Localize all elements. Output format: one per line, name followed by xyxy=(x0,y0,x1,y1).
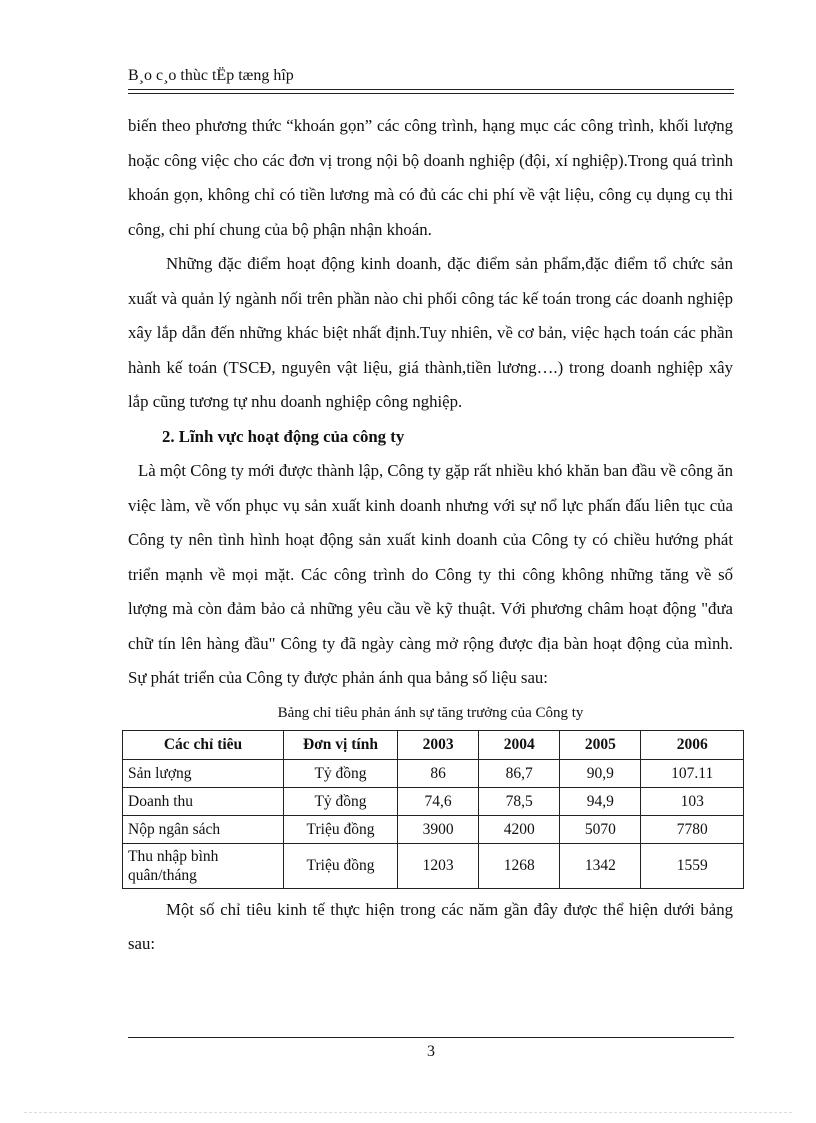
paragraph-3: Là một Công ty mới được thành lập, Công ty gặp rất nhiều khó khăn ban đầu về công ăn việc làm, về vốn phục vụ sản xuất kinh doanh nhưng với sự nổ lực phấn đấu liên tục của Công ty nên tình hình hoạt động sản xuất kinh doanh của Công ty có chiều hướng phát triển mạnh về mọi mặt. Các công trình do Công ty thi công không những tăng về số lượng mà còn đảm bảo cả những yêu cầu về kỹ thuật. Với phương châm hoạt động "đưa chữ tín lên hàng đầu" Công ty đã ngày càng mở rộng được địa bàn hoạt động của mình. Sự phát triển của Công ty được phản ánh qua bảng số liệu sau: xyxy=(128,461,733,687)
table-row xyxy=(123,815,744,843)
table-cell: 103 xyxy=(641,787,744,815)
table-row xyxy=(123,843,744,888)
page-header xyxy=(128,66,732,86)
table-cell: 3900 xyxy=(398,815,479,843)
table-cell: 1268 xyxy=(479,843,560,888)
section-heading: 2. Lĩnh vực hoạt động của công ty xyxy=(162,426,405,446)
header-cell-2004: 2004 xyxy=(479,730,560,759)
table-caption: Bảng chỉ tiêu phản ánh sự tăng trưởng của Công ty xyxy=(277,704,584,721)
table-cell: 94,9 xyxy=(560,787,641,815)
table-cell: 86,7 xyxy=(479,759,560,787)
header-cell-2003: 2003 xyxy=(398,730,479,759)
table-cell: Sản lượng xyxy=(123,759,284,787)
header-rule xyxy=(128,89,734,94)
table-cell: 1559 xyxy=(641,843,744,888)
footer-rule xyxy=(128,1037,734,1038)
table-cell: 107.11 xyxy=(641,759,744,787)
table-cell: Thu nhập bình quân/tháng xyxy=(123,843,284,888)
page-edge xyxy=(24,1112,792,1113)
table-cell: Triệu đồng xyxy=(284,815,398,843)
table-cell: 7780 xyxy=(641,815,744,843)
paragraph-4: Một số chỉ tiêu kinh tế thực hiện trong các năm gần đây được thể hiện dưới bảng sau: xyxy=(128,899,733,953)
table-cell: 86 xyxy=(398,759,479,787)
header-cell-2005: 2005 xyxy=(560,730,641,759)
table-cell: 74,6 xyxy=(398,787,479,815)
table-cell: 4200 xyxy=(479,815,560,843)
table-cell: 5070 xyxy=(560,815,641,843)
page-number: 3 xyxy=(427,1043,435,1060)
table-row xyxy=(123,787,744,815)
table-cell: 90,9 xyxy=(560,759,641,787)
table-row xyxy=(123,759,744,787)
paragraph-2: Những đặc điểm hoạt động kinh doanh, đặc điểm sản phẩm,đặc điểm tổ chức sản xuất và quản lý ngành nối trên phần nào chi phối công tác kế toán trong các doanh nghiệp xây lắp dẫn đến những khác biệt nhất định.Tuy nhiên, về cơ bản, việc hạch toán các phần hành kế toán (TSCĐ, nguyên vật liệu, giá thành,tiền lương….) trong doanh nghiệp xây lắp cũng tương tự nhu doanh nghiệp công nghiệp. xyxy=(128,254,733,411)
header-title: B¸o c¸o thùc tËp tæng hîp xyxy=(128,67,294,84)
header-cell-indicator: Các chỉ tiêu xyxy=(123,730,284,759)
table-header-row xyxy=(123,730,744,759)
table-cell: Tỷ đồng xyxy=(284,787,398,815)
growth-table xyxy=(122,730,744,889)
table-cell: Tỷ đồng xyxy=(284,759,398,787)
header-cell-2006: 2006 xyxy=(641,730,744,759)
table-cell: Triệu đồng xyxy=(284,843,398,888)
table-cell: Doanh thu xyxy=(123,787,284,815)
document-body xyxy=(128,109,733,962)
table-cell: Nộp ngân sách xyxy=(123,815,284,843)
table-cell: 78,5 xyxy=(479,787,560,815)
table-cell: 1203 xyxy=(398,843,479,888)
paragraph-1: biến theo phương thức “khoán gọn” các công trình, hạng mục các công trình, khối lượng hoặc công việc cho các đơn vị trong nội bộ doanh nghiệp (đội, xí nghiệp).Trong quá trình khoán gọn, không chỉ có tiền lương mà có đủ các chi phí về vật liệu, công cụ dụng cụ thi công, chi phí chung của bộ phận nhận khoán. xyxy=(128,116,733,239)
header-cell-unit: Đơn vị tính xyxy=(284,730,398,759)
table-cell: 1342 xyxy=(560,843,641,888)
